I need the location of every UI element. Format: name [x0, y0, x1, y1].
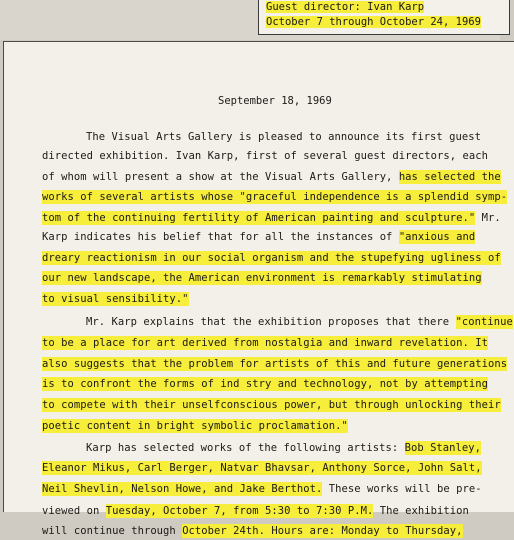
press-release-page	[3, 41, 514, 537]
exhibition-dates-line: October 7 through October 24, 1969	[266, 16, 481, 28]
body-line	[42, 459, 482, 477]
body-line	[42, 480, 482, 498]
highlighted-text: is to confront the forms of ind stry and technology, not by attempting	[42, 378, 489, 390]
body-line	[86, 313, 513, 331]
body-line	[86, 439, 481, 457]
highlighted-text: tom of the continuing fertility of American painting and sculpture."	[42, 212, 476, 224]
body-line	[42, 249, 501, 267]
guest-director-line: Guest director: Ivan Karp	[266, 1, 425, 13]
body-text-span: Karp has selected works of the following artists:	[86, 442, 405, 454]
body-line	[86, 128, 481, 146]
highlighted-text: October 24th. Hours are: Monday to Thursday,	[182, 525, 463, 537]
highlighted-text: also suggests that the problem for artists of this and future generations	[42, 358, 508, 370]
body-line	[42, 417, 348, 435]
body-text-span: Karp indicates his belief that for all the instances of	[42, 231, 399, 243]
highlighted-text: Neil Shevlin, Nelson Howe, and Jake Berthot.	[42, 483, 323, 495]
body-line	[42, 228, 475, 246]
highlighted-text: Eleanor Mikus, Carl Berger, Natvar Bhavsar, Anthony Sorce, John Salt,	[42, 462, 482, 474]
body-text-span: Mr. Karp explains that the exhibition proposes that there	[86, 316, 456, 328]
body-text-span: viewed on	[42, 505, 106, 517]
body-line	[42, 147, 488, 165]
body-line	[42, 209, 501, 227]
body-line	[42, 522, 463, 540]
body-line	[42, 502, 469, 520]
highlighted-text: "anxious and	[398, 231, 476, 243]
body-line	[42, 188, 507, 206]
highlighted-text: poetic content in bright symbolic proclamation."	[42, 420, 348, 432]
body-line	[42, 334, 488, 352]
body-text-span: will continue through	[42, 525, 183, 537]
exhibition-info-card	[258, 0, 510, 35]
body-line	[42, 375, 488, 393]
body-text-span: directed exhibition. Ivan Karp, first of several guest directors, each	[42, 150, 489, 162]
highlighted-text: Bob Stanley,	[404, 442, 482, 454]
body-line	[42, 396, 501, 414]
body-text-span: of whom will present a show at the Visual Arts Gallery,	[42, 171, 399, 183]
body-text-span: Mr.	[475, 212, 501, 224]
highlighted-text: dreary reactionism in our social organism and the stupefying ugliness of	[42, 252, 501, 264]
body-text-span: The Visual Arts Gallery is pleased to announce its first guest	[86, 131, 482, 143]
highlighted-text: to visual sensibility."	[42, 293, 189, 305]
body-line	[42, 290, 189, 308]
body-line	[42, 168, 501, 186]
body-text-span: The exhibition	[373, 505, 469, 517]
body-line	[42, 269, 482, 287]
highlighted-text: our new landscape, the American environment is remarkably stimulating	[42, 272, 482, 284]
highlighted-text: to be a place for art derived from nostalgia and inward revelation. It	[42, 337, 489, 349]
highlighted-text: to compete with their unselfconscious power, but through unlocking their	[42, 399, 501, 411]
release-date: September 18, 1969	[218, 95, 332, 107]
body-text-span: These works will be pre-	[322, 483, 482, 495]
highlighted-text: "continue	[455, 316, 513, 328]
highlighted-text: Tuesday, October 7, from 5:30 to 7:30 P.M.	[105, 505, 374, 517]
highlighted-text: works of several artists whose "graceful independence is a splendid symp-	[42, 191, 508, 203]
highlighted-text: has selected the	[398, 171, 501, 183]
body-line	[42, 355, 507, 373]
